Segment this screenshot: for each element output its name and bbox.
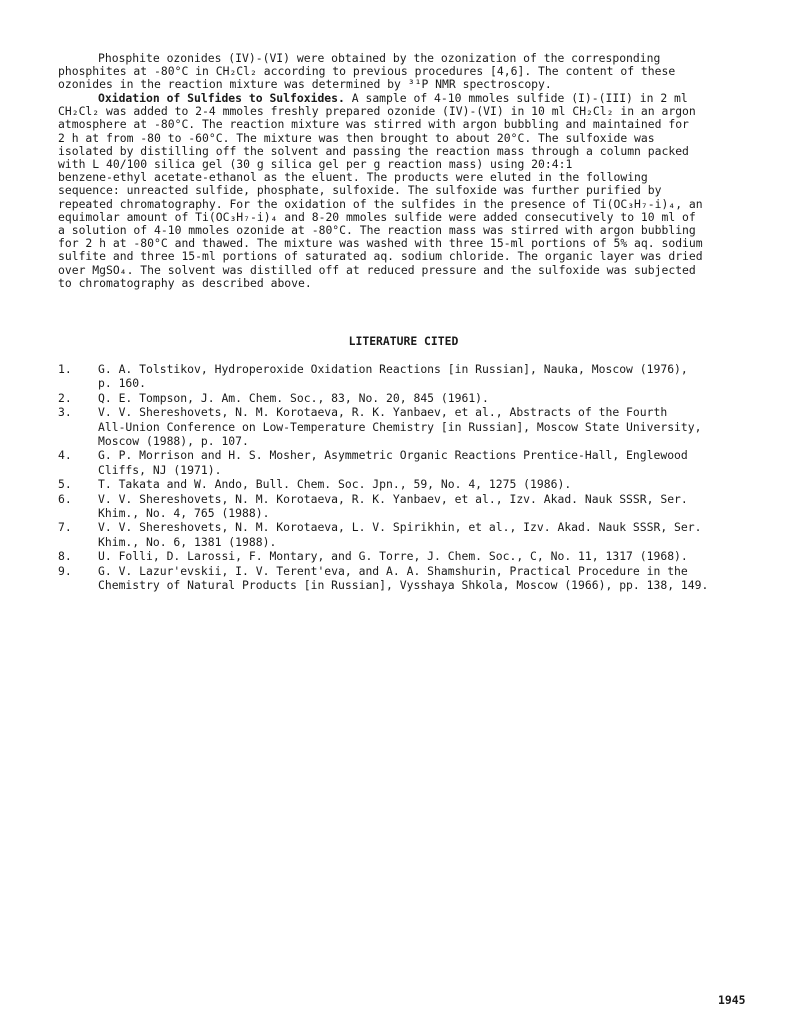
section-run-in-heading: Oxidation of Sulfides to Sulfoxides. <box>98 91 345 105</box>
text-line: atmosphere at -80°C. The reaction mixture was stirred with argon bubbling and maintained for <box>58 117 689 132</box>
text-line: sequence: unreacted sulfide, phosphate, sulfoxide. The sulfoxide was further purified by <box>58 183 662 198</box>
reference-line: Khim., No. 4, 765 (1988). <box>98 506 270 521</box>
reference-line: U. Folli, D. Larossi, F. Montary, and G. Torre, J. Chem. Soc., C, No. 11, 1317 (1968). <box>98 549 688 564</box>
reference-text <box>98 520 748 549</box>
reference-item <box>58 564 748 593</box>
page-number: 1945 <box>718 993 746 1007</box>
text-line: benzene-ethyl acetate-ethanol as the eluent. The products were eluted in the following <box>58 170 648 185</box>
reference-line: G. V. Lazur'evskii, I. V. Terent'eva, and A. A. Shamshurin, Practical Procedure in the <box>98 563 688 578</box>
reference-line: p. 160. <box>98 376 147 391</box>
reference-line: Q. E. Tompson, J. Am. Chem. Soc., 83, No. 20, 845 (1961). <box>98 390 489 405</box>
text-line: ozonides in the reaction mixture was determined by ³¹P NMR spectroscopy. <box>58 77 552 92</box>
reference-line: Cliffs, NJ (1971). <box>98 462 222 477</box>
text-line: Phosphite ozonides (IV)-(VI) were obtained by the ozonization of the corresponding <box>98 51 661 65</box>
reference-number: 7. <box>58 520 72 535</box>
reference-line: All-Union Conference on Low-Temperature Chemistry [in Russian], Moscow State University, <box>98 419 702 434</box>
reference-number: 8. <box>58 549 72 564</box>
reference-item <box>58 362 748 391</box>
reference-line: V. V. Shereshovets, N. M. Korotaeva, L. V. Spirikhin, et al., Izv. Akad. Nauk SSSR, Ser. <box>98 520 702 535</box>
reference-item <box>58 391 748 405</box>
reference-line: G. P. Morrison and H. S. Mosher, Asymmetric Organic Reactions Prentice-Hall, Englewood <box>98 448 688 463</box>
reference-item <box>58 477 748 491</box>
paragraph-phosphite-ozonides <box>58 52 740 92</box>
reference-text <box>98 362 748 391</box>
reference-text <box>98 391 748 405</box>
reference-line: V. V. Shereshovets, N. M. Korotaeva, R. K. Yanbaev, et al., Abstracts of the Fourth <box>98 405 668 420</box>
text-line: sulfite and three 15-ml portions of saturated aq. sodium chloride. The organic layer was dried <box>58 249 703 264</box>
reference-line: V. V. Shereshovets, N. M. Korotaeva, R. K. Yanbaev, et al., Izv. Akad. Nauk SSSR, Ser. <box>98 491 688 506</box>
text-line: phosphites at -80°C in CH₂Cl₂ according to previous procedures [4,6]. The content of these <box>58 64 676 79</box>
text-line: for 2 h at -80°C and thawed. The mixture was washed with three 15-ml portions of 5% aq. sodium <box>58 236 703 251</box>
text-line: repeated chromatography. For the oxidation of the sulfides in the presence of Ti(OC₃H₇-i)₄, an <box>58 196 703 211</box>
reference-text <box>98 564 748 593</box>
reference-text <box>98 448 748 477</box>
text-line: isolated by distilling off the solvent and passing the reaction mass through a column packed <box>58 143 689 158</box>
reference-number: 2. <box>58 390 72 405</box>
literature-cited-heading: LITERATURE CITED <box>348 334 459 348</box>
text-line: equimolar amount of Ti(OC₃H₇-i)₄ and 8-20 mmoles sulfide were added consecutively to 10 ml of <box>58 209 696 224</box>
reference-line: G. A. Tolstikov, Hydroperoxide Oxidation Reactions [in Russian], Nauka, Moscow (1976), <box>98 362 688 376</box>
paragraph-oxidation-procedure <box>58 92 740 290</box>
reference-number: 5. <box>58 477 72 492</box>
reference-line: Moscow (1988), p. 107. <box>98 434 249 449</box>
reference-text <box>98 405 748 448</box>
reference-item <box>58 492 748 521</box>
reference-item <box>58 405 748 448</box>
reference-item <box>58 448 748 477</box>
text-line: a solution of 4-10 mmoles ozonide at -80°C. The reaction mass was stirred with argon bubbling <box>58 223 696 238</box>
reference-line: T. Takata and W. Ando, Bull. Chem. Soc. Jpn., 59, No. 4, 1275 (1986). <box>98 477 572 492</box>
reference-text <box>98 477 748 491</box>
reference-number: 6. <box>58 491 72 506</box>
reference-number: 3. <box>58 405 72 420</box>
text-fragment: A sample of 4-10 mmoles sulfide (I)-(III) in 2 ml <box>344 91 688 105</box>
reference-number: 1. <box>58 362 72 376</box>
reference-number: 4. <box>58 448 72 463</box>
reference-line: Chemistry of Natural Products [in Russian], Vysshaya Shkola, Moscow (1966), pp. 138, 149. <box>98 578 709 593</box>
reference-number: 9. <box>58 563 72 578</box>
text-line: CH₂Cl₂ was added to 2-4 mmoles freshly prepared ozonide (IV)-(VI) in 10 ml CH₂Cl₂ in an argon <box>58 104 696 119</box>
text-line: 2 h at from -80 to -60°C. The mixture was then brought to about 20°C. The sulfoxide was <box>58 130 655 145</box>
reference-line: Khim., No. 6, 1381 (1988). <box>98 534 277 549</box>
reference-item <box>58 549 748 563</box>
reference-list <box>58 362 748 593</box>
text-line: with L 40/100 silica gel (30 g silica gel per g reaction mass) using 20:4:1 <box>58 157 573 172</box>
reference-text <box>98 492 748 521</box>
text-line: to chromatography as described above. <box>58 275 312 290</box>
reference-item <box>58 520 748 549</box>
text-line: over MgSO₄. The solvent was distilled off at reduced pressure and the sulfoxide was subjected <box>58 262 696 277</box>
reference-text <box>98 549 748 563</box>
